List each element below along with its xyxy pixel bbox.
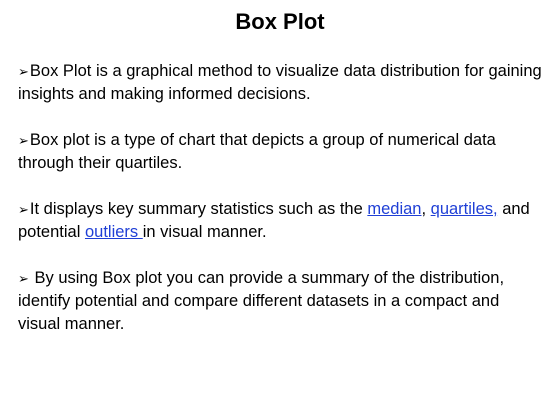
arrow-bullet-icon: ➢ <box>18 133 29 148</box>
bullet-text: By using Box plot you can provide a summary of the distribution, identify potential and compare different datasets in a compact and visual manner. <box>18 269 505 333</box>
median-link[interactable]: median <box>367 200 422 218</box>
arrow-bullet-icon: ➢ <box>18 202 29 217</box>
slide-content <box>18 60 542 359</box>
slide-title: Box Plot <box>235 9 325 34</box>
bullet-item-1 <box>18 60 542 106</box>
quartiles-link[interactable]: quartiles, <box>430 200 498 218</box>
outliers-link[interactable]: outliers <box>84 223 143 241</box>
bullet-text-before: It displays key summary statistics such as the <box>29 200 368 218</box>
arrow-bullet-icon: ➢ <box>18 271 29 286</box>
bullet-text-after: in visual manner. <box>142 223 267 241</box>
bullet-separator: , <box>421 200 431 218</box>
bullet-item-2 <box>18 129 542 175</box>
bullet-item-3 <box>18 198 542 244</box>
bullet-text: Box plot is a type of chart that depicts a group of numerical data through their quartiles. <box>18 131 496 172</box>
bullet-item-4 <box>18 267 542 336</box>
bullet-text: Box Plot is a graphical method to visualize data distribution for gaining insights and making informed decisions. <box>18 62 542 103</box>
bullet-text-mid: and potential <box>18 200 530 241</box>
arrow-bullet-icon: ➢ <box>18 64 29 79</box>
